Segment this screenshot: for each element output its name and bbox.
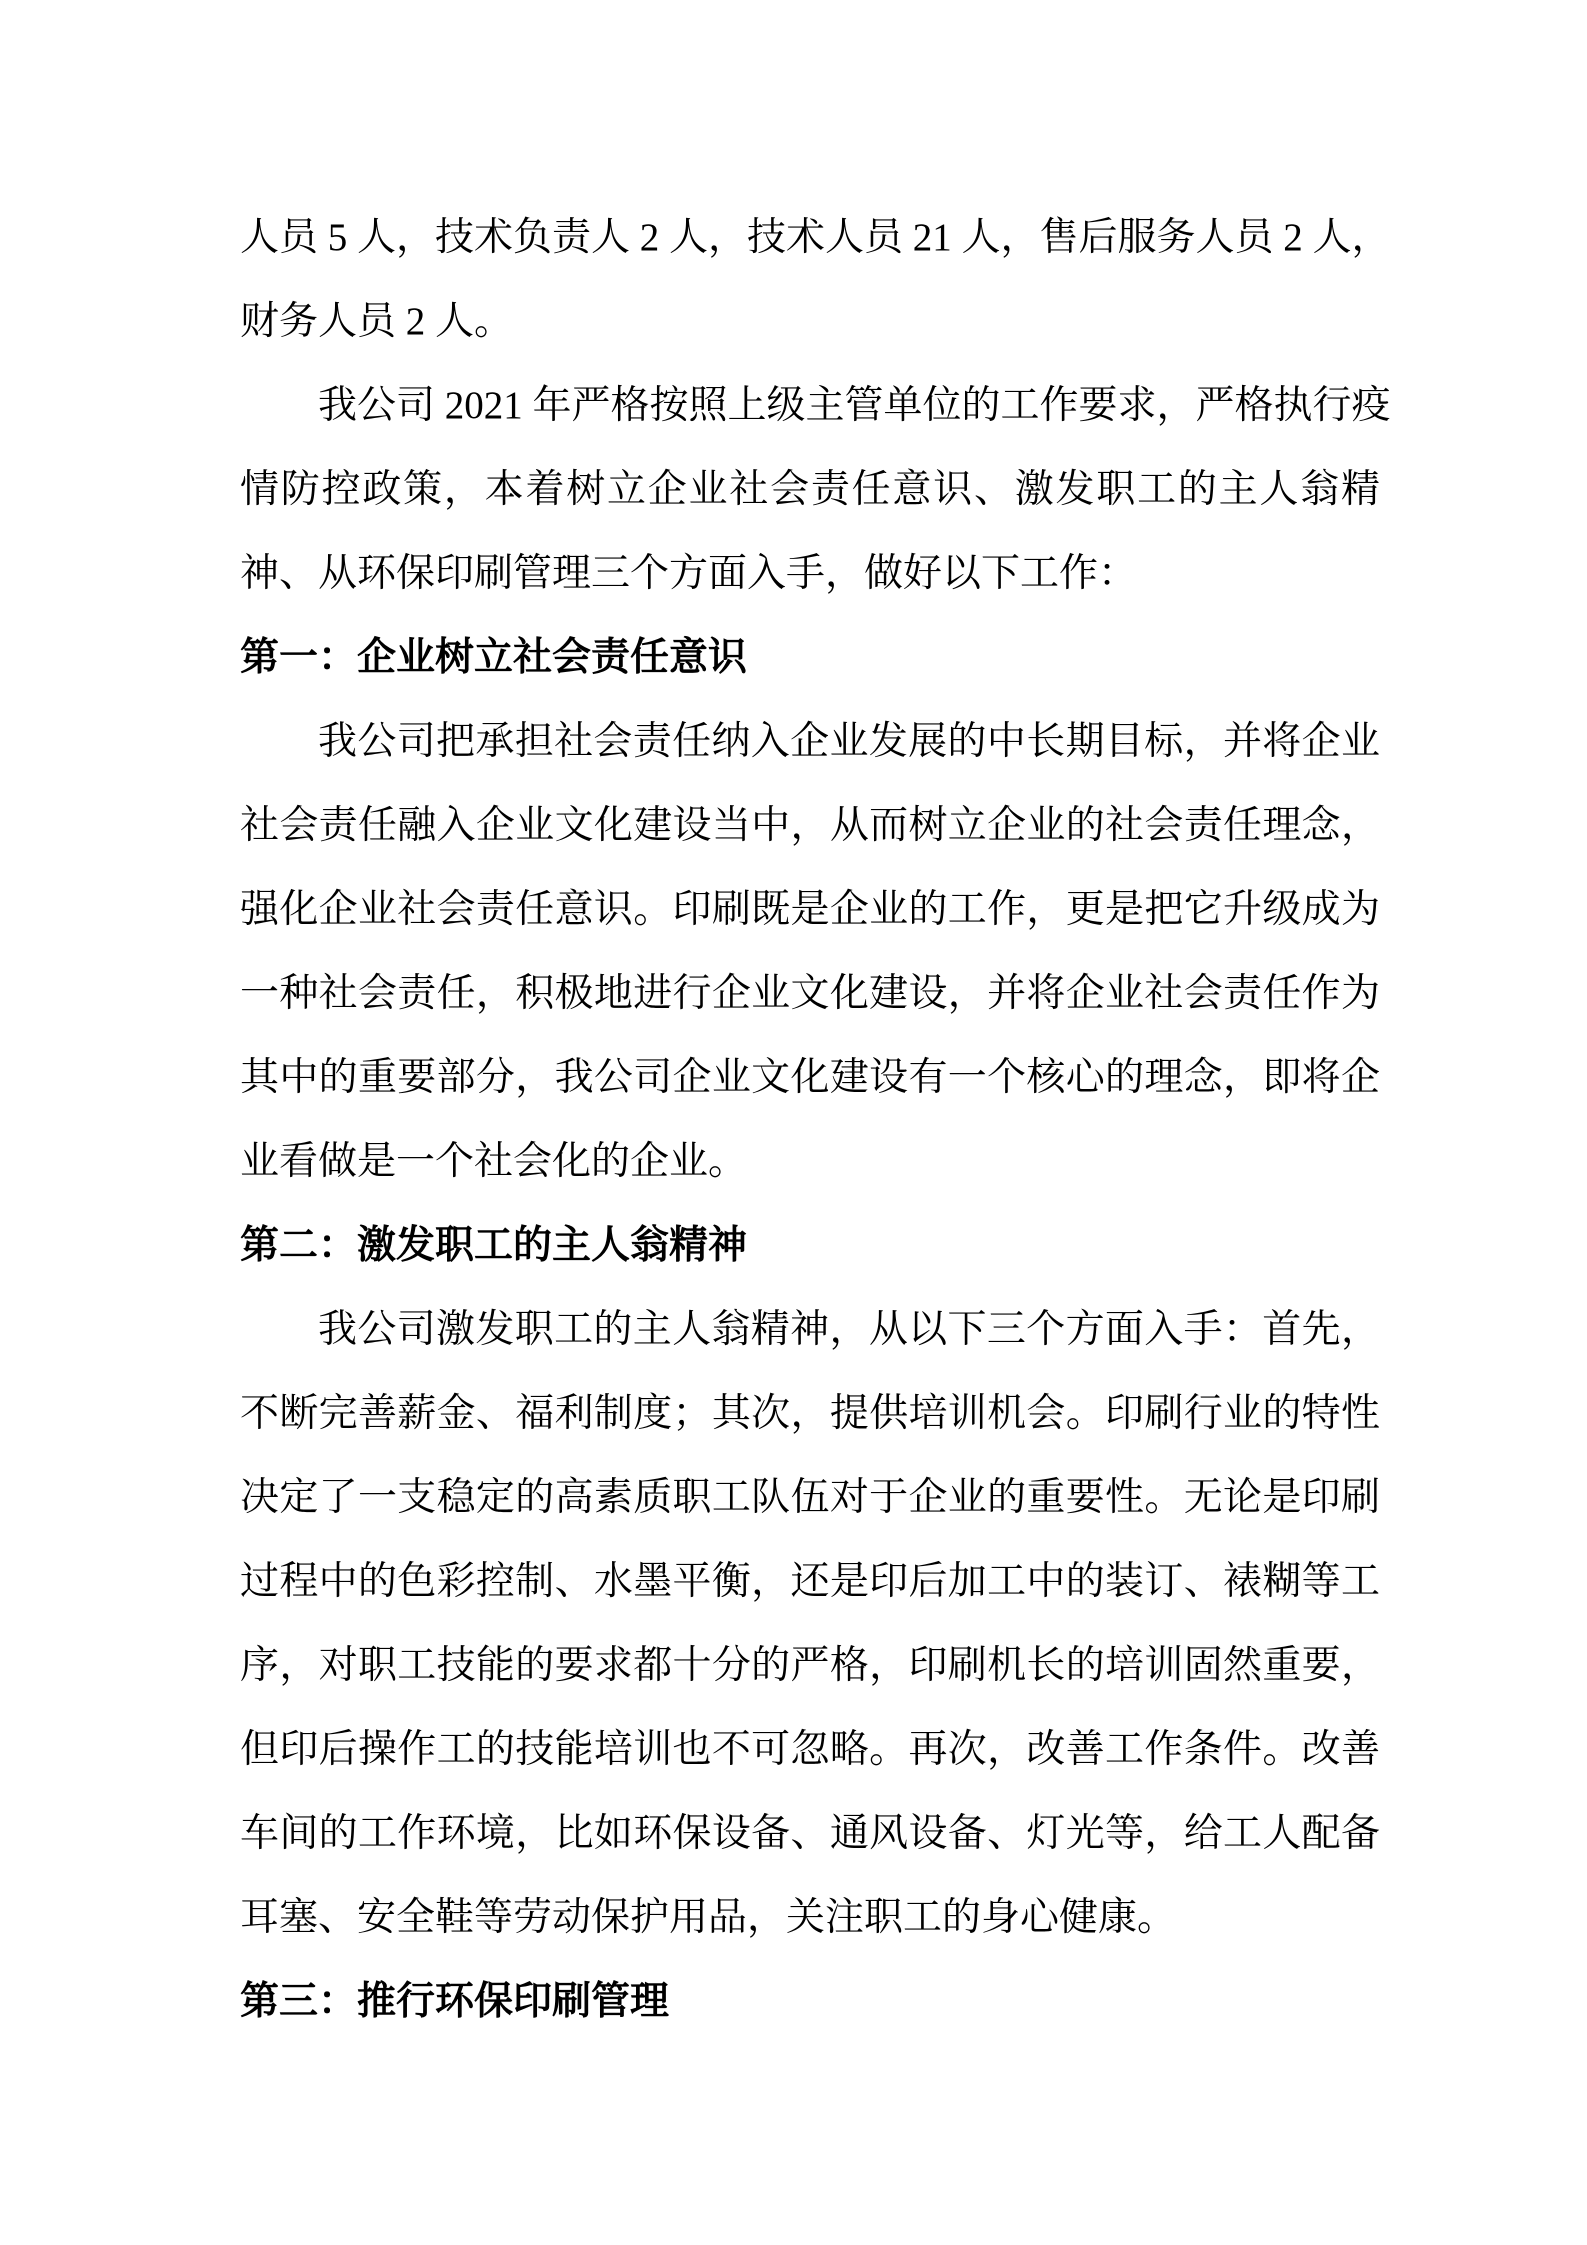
body-line: 业看做是一个社会化的企业。 [240,1140,748,1183]
body-line: 神、从环保印刷管理三个方面入手，做好以下工作： [240,552,1138,595]
body-line: 决定了一支稳定的高素质职工队伍对于企业的重要性。无论是印刷 [240,1476,1380,1519]
body-line: 过程中的色彩控制、水墨平衡，还是印后加工中的装订、裱糊等工 [240,1560,1380,1603]
body-line: 一种社会责任，积极地进行企业文化建设，并将企业社会责任作为 [240,972,1380,1015]
body-line: 序，对职工技能的要求都十分的严格，印刷机长的培训固然重要， [240,1644,1380,1687]
body-line: 人员 5 人，技术负责人 2 人，技术人员 21 人，售后服务人员 2 人， [240,216,1391,259]
body-line: 社会责任融入企业文化建设当中，从而树立企业的社会责任理念， [240,804,1380,847]
body-line: 车间的工作环境，比如环保设备、通风设备、灯光等，给工人配备 [240,1812,1380,1855]
section-heading: 第二：激发职工的主人翁精神 [240,1224,748,1267]
body-line: 情防控政策，本着树立企业社会责任意识、激发职工的主人翁精 [240,468,1380,511]
section-heading: 第一：企业树立社会责任意识 [240,636,748,679]
body-line: 财务人员 2 人。 [240,300,514,343]
body-line: 我公司 2021 年严格按照上级主管单位的工作要求，严格执行疫 [318,384,1391,427]
body-line: 我公司激发职工的主人翁精神，从以下三个方面入手：首先， [318,1308,1380,1351]
body-line: 其中的重要部分，我公司企业文化建设有一个核心的理念，即将企 [240,1056,1380,1099]
body-line: 耳塞、安全鞋等劳动保护用品，关注职工的身心健康。 [240,1896,1177,1939]
document-body [240,196,1391,2044]
body-line: 但印后操作工的技能培训也不可忽略。再次，改善工作条件。改善 [240,1728,1380,1771]
section-heading: 第三：推行环保印刷管理 [240,1980,670,2023]
body-line: 强化企业社会责任意识。印刷既是企业的工作，更是把它升级成为 [240,888,1380,931]
body-line: 我公司把承担社会责任纳入企业发展的中长期目标，并将企业 [318,720,1380,763]
body-line: 不断完善薪金、福利制度；其次，提供培训机会。印刷行业的特性 [240,1392,1380,1435]
